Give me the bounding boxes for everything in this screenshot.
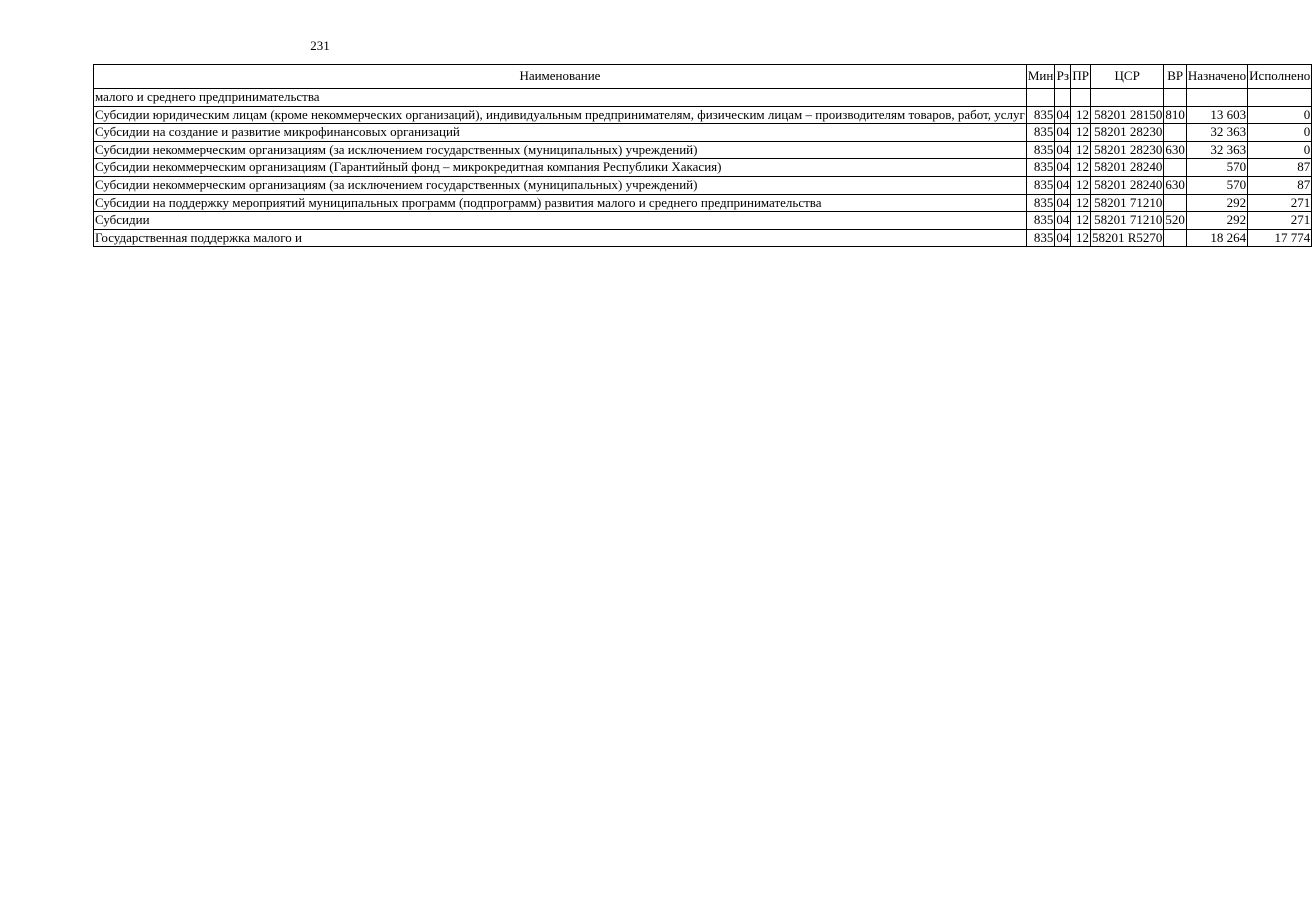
table-row [94, 194, 1312, 212]
row-vr: 630 [1164, 141, 1187, 159]
row-name: Государственная поддержка малого и [94, 229, 1027, 247]
row-csr: 58201 28230 [1090, 124, 1163, 142]
table-row [94, 176, 1312, 194]
header-pr: ПР [1071, 65, 1091, 89]
row-ispolneno: 0 [1248, 124, 1312, 142]
table-row [94, 159, 1312, 177]
row-min: 835 [1026, 176, 1054, 194]
row-naznacheno: 570 [1186, 176, 1247, 194]
row-pr: 12 [1071, 194, 1091, 212]
row-pr: 12 [1071, 212, 1091, 230]
header-min: Мин [1026, 65, 1054, 89]
row-csr: 58201 71210 [1090, 194, 1163, 212]
row-min: 835 [1026, 106, 1054, 124]
row-csr: 58201 71210 [1090, 212, 1163, 230]
row-pr: 12 [1071, 159, 1091, 177]
header-name: Наименование [94, 65, 1027, 89]
row-naznacheno: 292 [1186, 212, 1247, 230]
row-rz: 04 [1055, 229, 1071, 247]
row-name: малого и среднего предпринимательства [94, 89, 1027, 107]
table-row [94, 229, 1312, 247]
table-row [94, 124, 1312, 142]
row-naznacheno: 32 363 [1186, 141, 1247, 159]
row-name: Субсидии на создание и развитие микрофинансовых организаций [94, 124, 1027, 142]
row-ispolneno: 17 774 [1248, 229, 1312, 247]
row-vr [1164, 159, 1187, 177]
row-ispolneno: 87 [1248, 159, 1312, 177]
row-pr: 12 [1071, 141, 1091, 159]
row-ispolneno: 0 [1248, 106, 1312, 124]
row-rz: 04 [1055, 141, 1071, 159]
row-rz: 04 [1055, 176, 1071, 194]
row-rz [1055, 89, 1071, 107]
header-csr: ЦСР [1090, 65, 1163, 89]
row-pr: 12 [1071, 106, 1091, 124]
row-min: 835 [1026, 212, 1054, 230]
row-ispolneno [1248, 89, 1312, 107]
row-name: Субсидии на поддержку мероприятий муниципальных программ (подпрограмм) развития малого и среднего предпринимательства [94, 194, 1027, 212]
row-vr [1164, 124, 1187, 142]
row-min: 835 [1026, 194, 1054, 212]
row-vr [1164, 229, 1187, 247]
row-ispolneno: 0 [1248, 141, 1312, 159]
table-header-row [94, 65, 1312, 89]
table-row [94, 106, 1312, 124]
row-vr [1164, 89, 1187, 107]
row-csr [1090, 89, 1163, 107]
row-naznacheno: 570 [1186, 159, 1247, 177]
row-min: 835 [1026, 229, 1054, 247]
row-min: 835 [1026, 124, 1054, 142]
row-name: Субсидии некоммерческим организациям (за исключением государственных (муниципальных) учреждений) [94, 141, 1027, 159]
table-row [94, 141, 1312, 159]
row-vr: 630 [1164, 176, 1187, 194]
row-vr: 810 [1164, 106, 1187, 124]
row-rz: 04 [1055, 106, 1071, 124]
row-naznacheno: 13 603 [1186, 106, 1247, 124]
header-rz: Рз [1055, 65, 1071, 89]
row-name: Субсидии [94, 212, 1027, 230]
row-name: Субсидии некоммерческим организациям (за исключением государственных (муниципальных) учреждений) [94, 176, 1027, 194]
row-pr: 12 [1071, 229, 1091, 247]
row-vr [1164, 194, 1187, 212]
header-vr: ВР [1164, 65, 1187, 89]
row-vr: 520 [1164, 212, 1187, 230]
row-rz: 04 [1055, 124, 1071, 142]
row-csr: 58201 28150 [1090, 106, 1163, 124]
table-row [94, 89, 1312, 107]
row-csr: 58201 28240 [1090, 176, 1163, 194]
row-naznacheno: 292 [1186, 194, 1247, 212]
row-ispolneno: 87 [1248, 176, 1312, 194]
header-ispolneno: Исполнено [1248, 65, 1312, 89]
row-min [1026, 89, 1054, 107]
row-name: Субсидии юридическим лицам (кроме некоммерческих организаций), индивидуальным предпринимателям, физическим лицам – производителям товаров, работ, услуг [94, 106, 1027, 124]
row-ispolneno: 271 [1248, 212, 1312, 230]
row-name: Субсидии некоммерческим организациям (Гарантийный фонд – микрокредитная компания Республики Хакасия) [94, 159, 1027, 177]
page-number: 231 [310, 38, 330, 53]
header-naznacheno: Назначено [1186, 65, 1247, 89]
table-row [94, 212, 1312, 230]
row-min: 835 [1026, 141, 1054, 159]
row-rz: 04 [1055, 159, 1071, 177]
row-naznacheno: 32 363 [1186, 124, 1247, 142]
row-pr: 12 [1071, 124, 1091, 142]
budget-table [93, 64, 1312, 247]
row-rz: 04 [1055, 212, 1071, 230]
row-pr [1071, 89, 1091, 107]
row-pr: 12 [1071, 176, 1091, 194]
row-csr: 58201 28240 [1090, 159, 1163, 177]
row-naznacheno: 18 264 [1186, 229, 1247, 247]
row-naznacheno [1186, 89, 1247, 107]
row-csr: 58201 28230 [1090, 141, 1163, 159]
row-rz: 04 [1055, 194, 1071, 212]
row-min: 835 [1026, 159, 1054, 177]
row-ispolneno: 271 [1248, 194, 1312, 212]
row-csr: 58201 R5270 [1090, 229, 1163, 247]
